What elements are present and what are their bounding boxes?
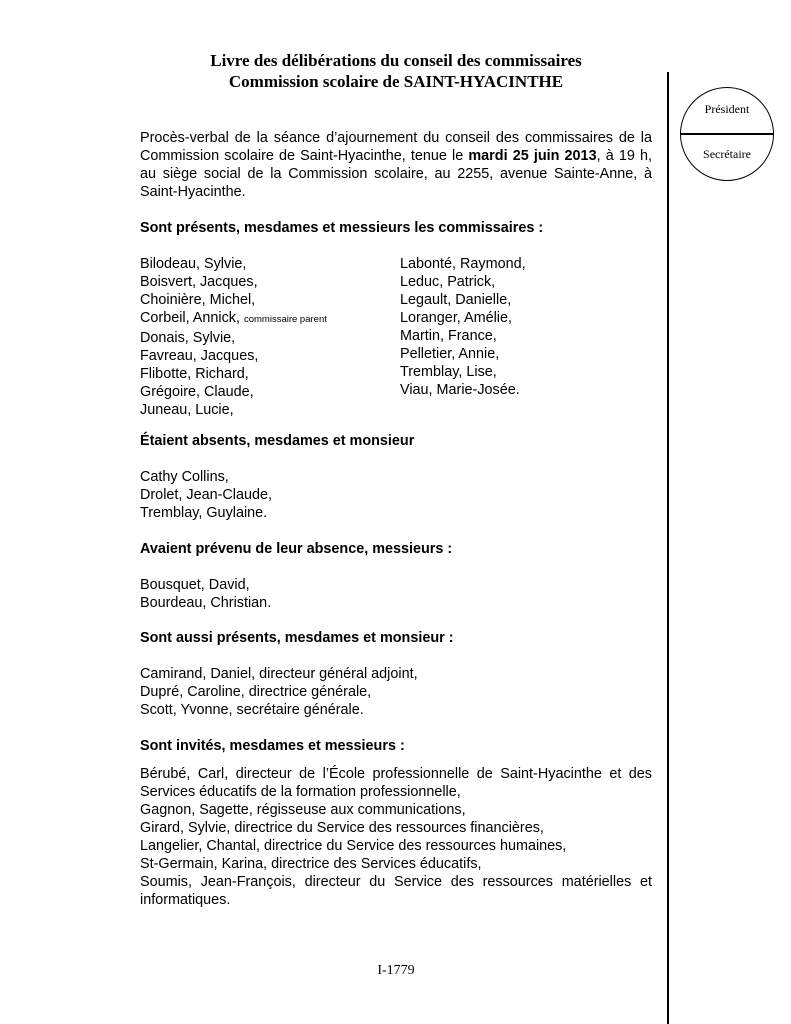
present-list bbox=[140, 255, 652, 417]
list-item: Legault, Danielle, bbox=[400, 292, 512, 308]
also-present-list bbox=[140, 665, 652, 719]
commissioner-parent-note: commissaire parent bbox=[243, 314, 327, 325]
list-item: Leduc, Patrick, bbox=[400, 274, 496, 290]
list-item: Bérubé, Carl, directeur de l’École professionnelle de Saint-Hyacinthe et des Services éducatifs de la formation professionnelle, bbox=[140, 766, 652, 800]
title-line-2: Commission scolaire de SAINT-HYACINTHE bbox=[228, 72, 564, 91]
list-item: Gagnon, Sagette, régisseuse aux communications, bbox=[140, 802, 466, 818]
absent-heading: Étaient absents, mesdames et monsieur bbox=[140, 433, 415, 449]
also-present-heading: Sont aussi présents, mesdames et monsieur : bbox=[140, 630, 454, 646]
list-item: Pelletier, Annie, bbox=[400, 346, 500, 362]
list-item: Soumis, Jean-François, directeur du Service des ressources matérielles et informatiques. bbox=[140, 874, 652, 908]
document-title bbox=[140, 50, 652, 92]
list-item: Bourdeau, Christian. bbox=[140, 595, 272, 611]
list-item: Donais, Sylvie, bbox=[140, 330, 236, 346]
list-item: St-Germain, Karina, directrice des Services éducatifs, bbox=[140, 856, 482, 872]
seal-secretary-label: Secrétaire bbox=[703, 147, 751, 161]
list-item: Bilodeau, Sylvie, bbox=[140, 256, 247, 272]
list-item bbox=[140, 309, 400, 329]
seal-president-label: Président bbox=[704, 102, 750, 116]
list-item: Choinière, Michel, bbox=[140, 292, 256, 308]
excused-heading: Avaient prévenu de leur absence, messieurs : bbox=[140, 541, 453, 557]
present-heading: Sont présents, mesdames et messieurs les commissaires : bbox=[140, 220, 544, 236]
guests-list bbox=[140, 765, 652, 909]
list-item: Labonté, Raymond, bbox=[400, 256, 526, 272]
present-right-column bbox=[400, 255, 652, 399]
list-item: Bousquet, David, bbox=[140, 577, 250, 593]
present-left-column bbox=[140, 255, 400, 419]
intro-paragraph bbox=[140, 129, 652, 201]
list-item: Loranger, Amélie, bbox=[400, 310, 512, 326]
page-number: I-1779 bbox=[377, 963, 415, 978]
list-item: Boisvert, Jacques, bbox=[140, 274, 258, 290]
list-item: Drolet, Jean-Claude, bbox=[140, 487, 272, 503]
margin-rule bbox=[667, 72, 669, 1024]
list-item: Camirand, Daniel, directeur général adjoint, bbox=[140, 666, 418, 682]
intro-text-after: , à 19 h, au siège social de la Commission scolaire, au 2255, avenue Sainte-Anne, à Saint-Hyacinthe. bbox=[140, 148, 652, 200]
list-item: Tremblay, Lise, bbox=[400, 364, 497, 380]
list-item: Viau, Marie-Josée. bbox=[400, 382, 520, 398]
list-item-name: Corbeil, Annick, bbox=[140, 310, 240, 326]
list-item: Cathy Collins, bbox=[140, 469, 229, 485]
list-item: Favreau, Jacques, bbox=[140, 348, 259, 364]
list-item: Langelier, Chantal, directrice du Service des ressources humaines, bbox=[140, 838, 567, 854]
meeting-date: mardi 25 juin 2013 bbox=[468, 148, 597, 164]
list-item: Tremblay, Guylaine. bbox=[140, 505, 268, 521]
signature-seal bbox=[680, 87, 774, 181]
intro-text-before: Procès-verbal de la séance d’ajournement du conseil des commissaires de la Commission scolaire de Saint-Hyacinthe, tenue le bbox=[140, 130, 652, 164]
list-item: Flibotte, Richard, bbox=[140, 366, 249, 382]
title-line-1: Livre des délibérations du conseil des commissaires bbox=[210, 51, 582, 70]
absent-list bbox=[140, 468, 652, 522]
list-item: Grégoire, Claude, bbox=[140, 384, 254, 400]
list-item: Scott, Yvonne, secrétaire générale. bbox=[140, 702, 364, 718]
list-item: Juneau, Lucie, bbox=[140, 402, 234, 418]
guests-heading: Sont invités, mesdames et messieurs : bbox=[140, 738, 405, 754]
excused-list bbox=[140, 576, 652, 612]
list-item: Girard, Sylvie, directrice du Service des ressources financières, bbox=[140, 820, 544, 836]
list-item: Dupré, Caroline, directrice générale, bbox=[140, 684, 372, 700]
seal-divider bbox=[681, 133, 773, 135]
list-item: Martin, France, bbox=[400, 328, 497, 344]
